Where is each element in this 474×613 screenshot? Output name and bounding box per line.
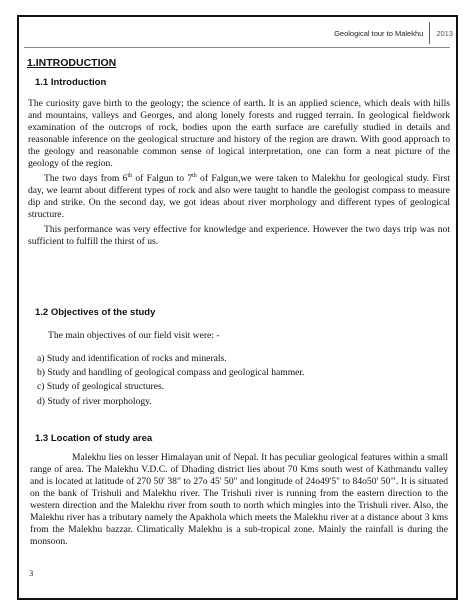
list-item: c) Study of geological structures. bbox=[37, 381, 165, 393]
header-rule bbox=[24, 47, 450, 48]
intro-paragraph-2-text: The two days from 6th of Falgun to 7th of Falgun,we were taken to Malekhu for geological study. First day, we learnt about different types of rock and also were taught to handle the geologist compass to measure dip and strike. On the second day, we got ideas about river morphology and different types of geological structure. bbox=[28, 173, 451, 221]
objectives-list bbox=[37, 352, 305, 409]
introduction-text bbox=[28, 98, 450, 248]
intro-paragraph-2 bbox=[28, 170, 450, 221]
list-item: a) Study and identification of rocks and minerals. bbox=[37, 353, 227, 364]
header-title: Geological tour to Malekhu bbox=[334, 28, 424, 38]
location-paragraph: Malekhu lies on lesser Himalayan unit of Nepal. It has peculiar geological features within a small range of area. The Malekhu V.D.C. of Dhading district lies about 70 Kms south west of Kathmandu valley and is located at latitude of 270 50' 38" to 27o 45' 50" and longitude of 24o49'5" to 84o50' 50’’. It is situated on the bank of Trishuli and Malekhu river. The Trishuli river is running from the eastern direction to the western direction and the Malekhu river from south to north which mingles into the Trishuli river. Also, the Malekhu river has a tributary namely the Apakhola which meets the Malekhu river at a distance about 3 kms from the Malekhu bazzar. Climatically Malekhu is a sub-tropical zone. Mainly the rainfall is during the monsoon. bbox=[30, 452, 448, 547]
location-text bbox=[30, 452, 448, 548]
section-heading-introduction: 1.1 Introduction bbox=[35, 77, 107, 88]
chapter-heading: 1.INTRODUCTION bbox=[27, 57, 117, 69]
list-item: b) Study and handling of geological compass and geological hammer. bbox=[37, 367, 305, 379]
page-header bbox=[334, 20, 453, 46]
header-divider bbox=[429, 22, 430, 44]
section-heading-location: 1.3 Location of study area bbox=[35, 433, 153, 444]
header-page-label: 2013 bbox=[436, 28, 453, 38]
objectives-intro: The main objectives of our field visit were: - bbox=[48, 330, 220, 341]
intro-paragraph-1: The curiosity gave birth to the geology; the science of earth. It is an applied science, which deals with hills and mountains, valleys and Georges, and along lonely forests and rugged terrain. In geological fieldwork examination of the outcrops of rock, bodies upon the earth surface are carefully studied in details and reasonable inference on the geological structure and history of the region are drawn. With good approach to the geology and reasonable common sense of logical interpretation, one can form a neat picture of the geology of the region. bbox=[28, 98, 450, 169]
list-item: d) Study of river morphology. bbox=[37, 395, 152, 407]
page-number: 3 bbox=[29, 568, 34, 578]
intro-paragraph-3: This performance was very effective for knowledge and experience. However the two days trip was not sufficient to fulfill the thirst of us. bbox=[28, 224, 450, 248]
section-heading-objectives: 1.2 Objectives of the study bbox=[35, 307, 156, 318]
